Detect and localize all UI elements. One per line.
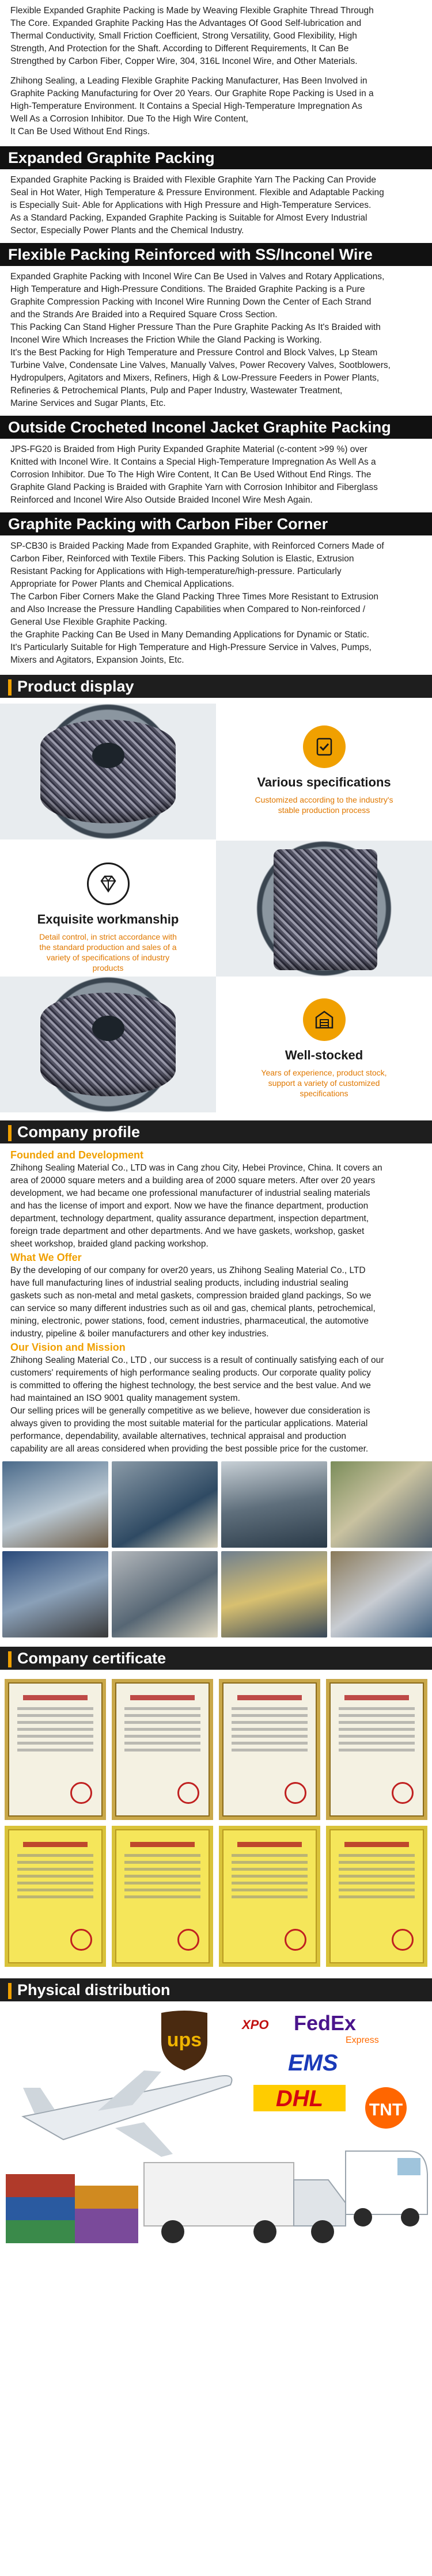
logistics-illustration (0, 2007, 432, 2255)
feature-title: Various specifications (257, 775, 391, 789)
certificate-image (112, 1679, 213, 1820)
text-line: performance, dependability, available alternatives, technical appraisal and production (10, 1431, 347, 1441)
text-line: High Temperature and High-Pressure Conditions. The Braided Graphite Packing is a Pure (10, 284, 365, 294)
text-line: and Also Increase the Pressure Handling Capabilities when Compared to Non-reinforced / (10, 605, 366, 614)
text-line: and the Strands Are Braided into a Required Square Cross Section. (10, 310, 278, 320)
accent-mark (8, 679, 12, 696)
vision-paragraph (0, 1354, 432, 1456)
text-line: Sector, Especially Power Plants and the Chemical Industry. (10, 226, 244, 235)
text-line: gaskets such as non-metal and metal gaskets, compression braided gland packings, So we (10, 1291, 372, 1301)
packing-coil-image (40, 720, 176, 823)
text-line: This Packing Can Stand Higher Pressure Than the Pure Graphite Packing As It's Braided with (10, 322, 381, 332)
section-title-carbon: Graphite Packing with Carbon Fiber Corner (0, 512, 432, 535)
text-line: JPS-FG20 is Braided from High Purity Expanded Graphite Material (c-content >99 %) over (10, 444, 367, 454)
text-line: Strengthed by Carbon Fiber, Copper Wire, 304, 316L Inconel Wire, and Other Materials. (10, 56, 358, 66)
fedex-express-text: Express (346, 2035, 379, 2045)
section-title-text: Physical distribution (17, 1981, 170, 1999)
text-line: customers' requirements of high performance sealing products. Our corporate quality policy (10, 1368, 371, 1378)
text-line: Marine Services and Sugar Plants, Etc. (10, 398, 166, 408)
text-line: have full manufacturing lines of industrial sealing products, including industrial sealing (10, 1278, 348, 1288)
factory-photo (2, 1461, 108, 1548)
text-line: Reinforced and Inconel Wire Also Outside Braided Inconel Wire Mesh Again. (10, 495, 313, 505)
intro-paragraph-1 (0, 5, 432, 68)
dhl-logo: DHL (275, 2086, 324, 2111)
text-line: development, we had became one professional manufacturer of industrial sealing materials (10, 1188, 370, 1198)
ups-logo (161, 2011, 207, 2070)
section-title-distribution (0, 1978, 432, 2001)
feature-title: Well-stocked (285, 1048, 363, 1062)
xpo-logo: XPO (242, 2018, 269, 2032)
text-line: Zhihong Sealing Material Co., LTD , our success is a result of continually satisfying each of our (10, 1355, 384, 1365)
feature-description: Customized according to the industry's stable production process (255, 795, 393, 815)
certificate-image (5, 1826, 106, 1967)
text-line: Refineries & Petrochemical Plants, Pulp and Paper Industry, Wastewater Treatment, (10, 386, 343, 396)
text-line: General Use Flexible Graphite Packing. (10, 617, 168, 627)
feature-card-stock (216, 977, 432, 1112)
section-title-reinforced: Flexible Packing Reinforced with SS/Inconel Wire (0, 243, 432, 266)
packing-coil-image (40, 993, 176, 1096)
text-line: Strength, And Protection for the Shaft. According to Different Requirements, It Can Be (10, 44, 349, 54)
text-line: always given to providing the most suitable material for the particular applications. Material (10, 1419, 368, 1428)
certificate-image (326, 1679, 427, 1820)
tnt-text: TNT (369, 2100, 403, 2119)
text-line: Corrosion Inhibitor. Due To The High Wire Content, It Can Be Used Without End Rings. The (10, 470, 372, 480)
text-line: Seal in Hot Water, High Temperature & Pressure Environment. Flexible and Adaptable Packing (10, 188, 384, 197)
intro-paragraph-2 (0, 75, 432, 138)
text-line: Inconel Wire Which Increases the Friction While the Gland Packing is Working. (10, 335, 322, 345)
factory-photo (2, 1551, 108, 1637)
text-line: Well As a Corrosion Inhibitor. Due To the High Wire Content, (10, 114, 248, 124)
text-line: sheet workshop, braided gland packing workshop. (10, 1239, 209, 1249)
text-line: industry, pipeline & boiler manufacturers and other key industries. (10, 1329, 269, 1339)
tnt-logo (365, 2087, 407, 2129)
factory-photo (112, 1461, 218, 1548)
text-line: mining, electronic, power stations, food, cement industries, pharmaceutical, the automotive (10, 1316, 369, 1326)
text-line: Graphite Gland Packing is Braided with Graphite Yarn with Corrosion Inhibitor and Fiberglass (10, 482, 378, 492)
certificate-image (112, 1826, 213, 1967)
van-icon (346, 2151, 427, 2227)
factory-photo-grid (0, 1461, 432, 1637)
expanded-paragraph (0, 174, 432, 237)
text-line: area of 20000 square meters and a building area of 2000 square meters. After over 20 years (10, 1176, 376, 1186)
text-line: had maintained an ISO 9001 quality management system. (10, 1393, 240, 1403)
text-line: Carbon Fiber, Reinforced with Textile Fibers. This Packing Solution is Elastic, Extrusion (10, 554, 354, 564)
text-line: Thermal Conductivity, Small Friction Coefficient, Strong Versatility, Good Flexibility, High (10, 31, 357, 41)
coil-hole (92, 743, 124, 768)
product-grid (0, 704, 432, 1112)
text-line: High-Temperature Environment. It Contains a Special High-Temperature Impregnation As (10, 101, 362, 111)
feature-description: Years of experience, product stock, support a variety of customized specifications (261, 1068, 387, 1098)
diamond-icon (87, 863, 130, 905)
accent-mark (8, 1651, 12, 1667)
certificate-image (326, 1826, 427, 1967)
feature-description: Detail control, in strict accordance with the standard production and sales of a variety of specifications of industry products (39, 932, 177, 972)
text-line: Knitted with Inconel Wire. It Contains a Special High-Temperature Impregnation As Well As a (10, 457, 376, 467)
section-title-crocheted: Outside Crocheted Inconel Jacket Graphite Packing (0, 416, 432, 439)
packing-coil-image (274, 849, 377, 970)
product-photo-2 (216, 841, 432, 977)
check-badge-icon (303, 725, 346, 768)
text-line: Zhihong Sealing, a Leading Flexible Graphite Packing Manufacturer, Has Been Involved in (10, 76, 367, 86)
text-line: Resistant Packing for Applications with High-temperature/high-pressure. Particularly (10, 567, 342, 576)
factory-photo (221, 1551, 327, 1637)
coil-hole (92, 1016, 124, 1041)
text-line: is committed to offering the highest technology, the best service and the best value. And we (10, 1381, 371, 1390)
subheading-founded: Founded and Development (10, 1149, 144, 1161)
text-line: Graphite Packing Manufacturing for Over 20 Years. Our Graphite Rope Packing is Used in a (10, 89, 374, 98)
section-title-text: Company profile (17, 1123, 141, 1141)
certificate-grid (0, 1679, 432, 1967)
factory-photo (331, 1551, 432, 1637)
feature-card-specifications (216, 704, 432, 839)
text-line: As a Standard Packing, Expanded Graphite Packing is Suitable for Almost Every Industrial (10, 213, 367, 223)
section-title-text: Company certificate (17, 1650, 166, 1667)
certificate-image (5, 1679, 106, 1820)
factory-photo (221, 1461, 327, 1548)
text-line: It's Particularly Suitable for High Temperature and High-Pressure Service in Valves, Pumps, (10, 643, 372, 652)
container-stack-image (6, 2174, 138, 2243)
ems-logo: EMS (288, 2050, 338, 2076)
section-title-expanded: Expanded Graphite Packing (0, 146, 432, 169)
subheading-offer: What We Offer (10, 1252, 82, 1263)
product-photo-3 (0, 977, 216, 1112)
text-line: SP-CB30 is Braided Packing Made from Expanded Graphite, with Reinforced Corners Made of (10, 541, 384, 551)
feature-card-workmanship (0, 841, 216, 977)
text-line: capability are all areas considered when providing the best possible price for the customer. (10, 1444, 369, 1454)
section-title-company-profile (0, 1120, 432, 1143)
text-line: Hydropulpers, Agitators and Mixers, Refiners, High & Low-Pressure Feeders in Power Plants, (10, 373, 380, 383)
ups-text: ups (166, 2029, 202, 2051)
text-line: Graphite Compression Packing with Inconel Wire Running Down the Center of Each Strand (10, 297, 372, 307)
text-line: and has the license of import and export. Now we have the finance department, production (10, 1201, 369, 1211)
text-line: Turbine Valve, Condensate Line Valves, Manually Valves, Power Recovery Valves, Sootblowers, (10, 360, 391, 370)
text-line: can service so many different industries such as oil and gas, chemical plants, petrochemical, (10, 1304, 376, 1313)
subheading-vision: Our Vision and Mission (10, 1342, 126, 1353)
text-line: By the developing of our company for over20 years, us Zhihong Sealing Material Co., LTD (10, 1266, 366, 1275)
section-title-certificate (0, 1647, 432, 1670)
section-title-text: Product display (17, 678, 134, 695)
text-line: is Especially Suit- Able for Applications with High Pressure and High-Temperature Services. (10, 200, 372, 210)
text-line: Expanded Graphite Packing is Braided with Flexible Graphite Yarn The Packing Can Provide (10, 175, 376, 185)
accent-mark (8, 1983, 12, 1999)
certificate-image (219, 1679, 320, 1820)
crocheted-paragraph (0, 443, 432, 507)
text-line: It's the Best Packing for High Temperature and Pressure Control and Block Valves, Lp Steam (10, 348, 378, 358)
founded-paragraph (0, 1162, 432, 1251)
product-photo-1 (0, 704, 216, 839)
text-line: Mixers and Agitators, Expansion Joints, Etc. (10, 655, 184, 665)
factory-photo (331, 1461, 432, 1548)
feature-title: Exquisite workmanship (37, 912, 179, 926)
text-line: Appropriate for Power Plants and Chemical Applications. (10, 579, 234, 589)
text-line: Zhihong Sealing Material Co., LTD was in Cang zhou City, Hebei Province, China. It covers an (10, 1163, 382, 1173)
text-line: department, technology department, quality assurance department, inspection department, (10, 1214, 369, 1224)
text-line: Flexible Expanded Graphite Packing is Made by Weaving Flexible Graphite Thread Through (10, 6, 374, 16)
airplane-icon (23, 2070, 232, 2157)
truck-icon (144, 2163, 346, 2243)
warehouse-icon (303, 998, 346, 1041)
text-line: the Graphite Packing Can Be Used in Many Demanding Applications for Dynamic or Static. (10, 630, 369, 640)
carbon-paragraph (0, 540, 432, 667)
section-title-product-display (0, 675, 432, 698)
text-line: Expanded Graphite Packing with Inconel Wire Can Be Used in Valves and Rotary Applications, (10, 272, 385, 282)
reinforced-paragraph (0, 271, 432, 410)
factory-photo (112, 1551, 218, 1637)
text-line: The Core. Expanded Graphite Packing Has the Advantages Of Good Self-lubrication and (10, 18, 362, 28)
certificate-image (219, 1826, 320, 1967)
text-line: The Carbon Fiber Corners Make the Gland Packing Three Times More Resistant to Extrusion (10, 592, 378, 602)
accent-mark (8, 1125, 12, 1141)
text-line: It Can Be Used Without End Rings. (10, 127, 150, 136)
offer-paragraph (0, 1264, 432, 1340)
logistics-graphic (0, 2007, 432, 2255)
text-line: Our selling prices will be generally competitive as we believe, however due consideration is (10, 1406, 370, 1416)
fedex-logo: FedEx (294, 2011, 357, 2035)
text-line: foreign trade department and other departments. And we have gaskets, workshop, gasket (10, 1226, 365, 1236)
